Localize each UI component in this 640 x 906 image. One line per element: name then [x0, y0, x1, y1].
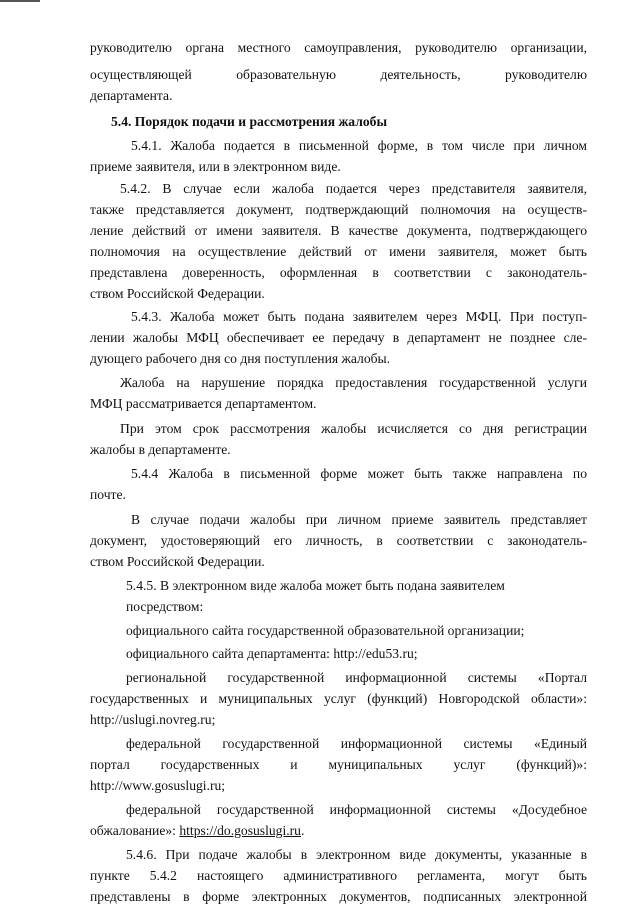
text-line: http://uslugi.novreg.ru; [90, 712, 216, 727]
text-line: региональной государственной информационной системы «Портал [126, 670, 587, 685]
text-line: официального сайта государственной образовательной организации; [126, 623, 525, 638]
text-line: приеме заявителя, или в электронном виде. [90, 159, 341, 174]
text-line: 5.4.6. При подаче жалобы в электронном виде документы, указанные в [126, 847, 587, 862]
text-line: 5.4.1. Жалоба подается в письменной форме, в том числе при личном [131, 138, 587, 153]
text-line: ством Российской Федерации. [90, 554, 265, 569]
text-line [90, 822, 587, 840]
text-line: полномочия на осуществление действий от имени заявителя, может быть [90, 244, 587, 259]
text-line: департамента. [90, 88, 173, 103]
text-segment: . [300, 823, 305, 838]
text-line: лении жалобы МФЦ обеспечивает ее передачу в департамент не позднее сле- [90, 330, 587, 345]
text-line: ление действий от имени заявителя. В качестве документа, подтверждающего [90, 223, 587, 238]
text-line: дующего рабочего дня со дня поступления жалобы. [90, 351, 391, 366]
text-line: почте. [90, 487, 126, 502]
text-line: В случае подачи жалобы при личном приеме заявитель представляет [131, 512, 587, 527]
text-line: федеральной государственной информационной системы «Досудебное [126, 802, 587, 817]
text-line: http://www.gosuslugi.ru; [90, 778, 226, 793]
text-line: представлены в форме электронных документов, подписанных электронной [90, 889, 587, 904]
scan-corner-mark [0, 0, 40, 2]
text-line: При этом срок рассмотрения жалобы исчисляется со дня регистрации [120, 421, 587, 436]
text-line: МФЦ рассматривается департаментом. [90, 396, 317, 411]
section-heading: 5.4. Порядок подачи и рассмотрения жалобы [111, 114, 388, 129]
text-line: официального сайта департамента: http://edu53.ru; [126, 646, 418, 661]
text-line: ством Российской Федерации. [90, 286, 265, 301]
text-line: 5.4.2. В случае если жалоба подается через представителя заявителя, [120, 181, 587, 196]
text-line: руководителю органа местного самоуправления, руководителю организации, [90, 40, 587, 55]
text-line: 5.4.5. В электронном виде жалоба может быть подана заявителем [126, 578, 505, 593]
text-line: представлена доверенность, оформленная в соответствии с законодатель- [90, 265, 587, 280]
text-line: Жалоба на нарушение порядка предоставления государственной услуги [120, 375, 587, 390]
dosudebnoe-link[interactable]: https://do.gosuslugi.ru [179, 823, 301, 838]
text-line: жалобы в департаменте. [90, 442, 231, 457]
text-line: пункте 5.4.2 настоящего административного регламента, могут быть [90, 868, 587, 883]
text-line: федеральной государственной информационной системы «Единый [126, 736, 587, 751]
text-line: 5.4.4 Жалоба в письменной форме может быть также направлена по [131, 466, 587, 481]
text-line: портал государственных и муниципальных услуг (функций)»: [90, 757, 587, 772]
text-line: посредством: [126, 599, 204, 614]
text-line: осуществляющей образовательную деятельность, руководителю [90, 67, 587, 82]
text-segment: обжалование»: [90, 823, 176, 838]
text-line: государственных и муниципальных услуг (функций) Новгородской области»: [90, 691, 587, 706]
text-line: также представляется документ, подтверждающий полномочия на осуществ- [90, 202, 587, 217]
text-line: документ, удостоверяющий его личность, в соответствии с законодатель- [90, 533, 587, 548]
text-line: 5.4.3. Жалоба может быть подана заявителем через МФЦ. При поступ- [131, 309, 587, 324]
